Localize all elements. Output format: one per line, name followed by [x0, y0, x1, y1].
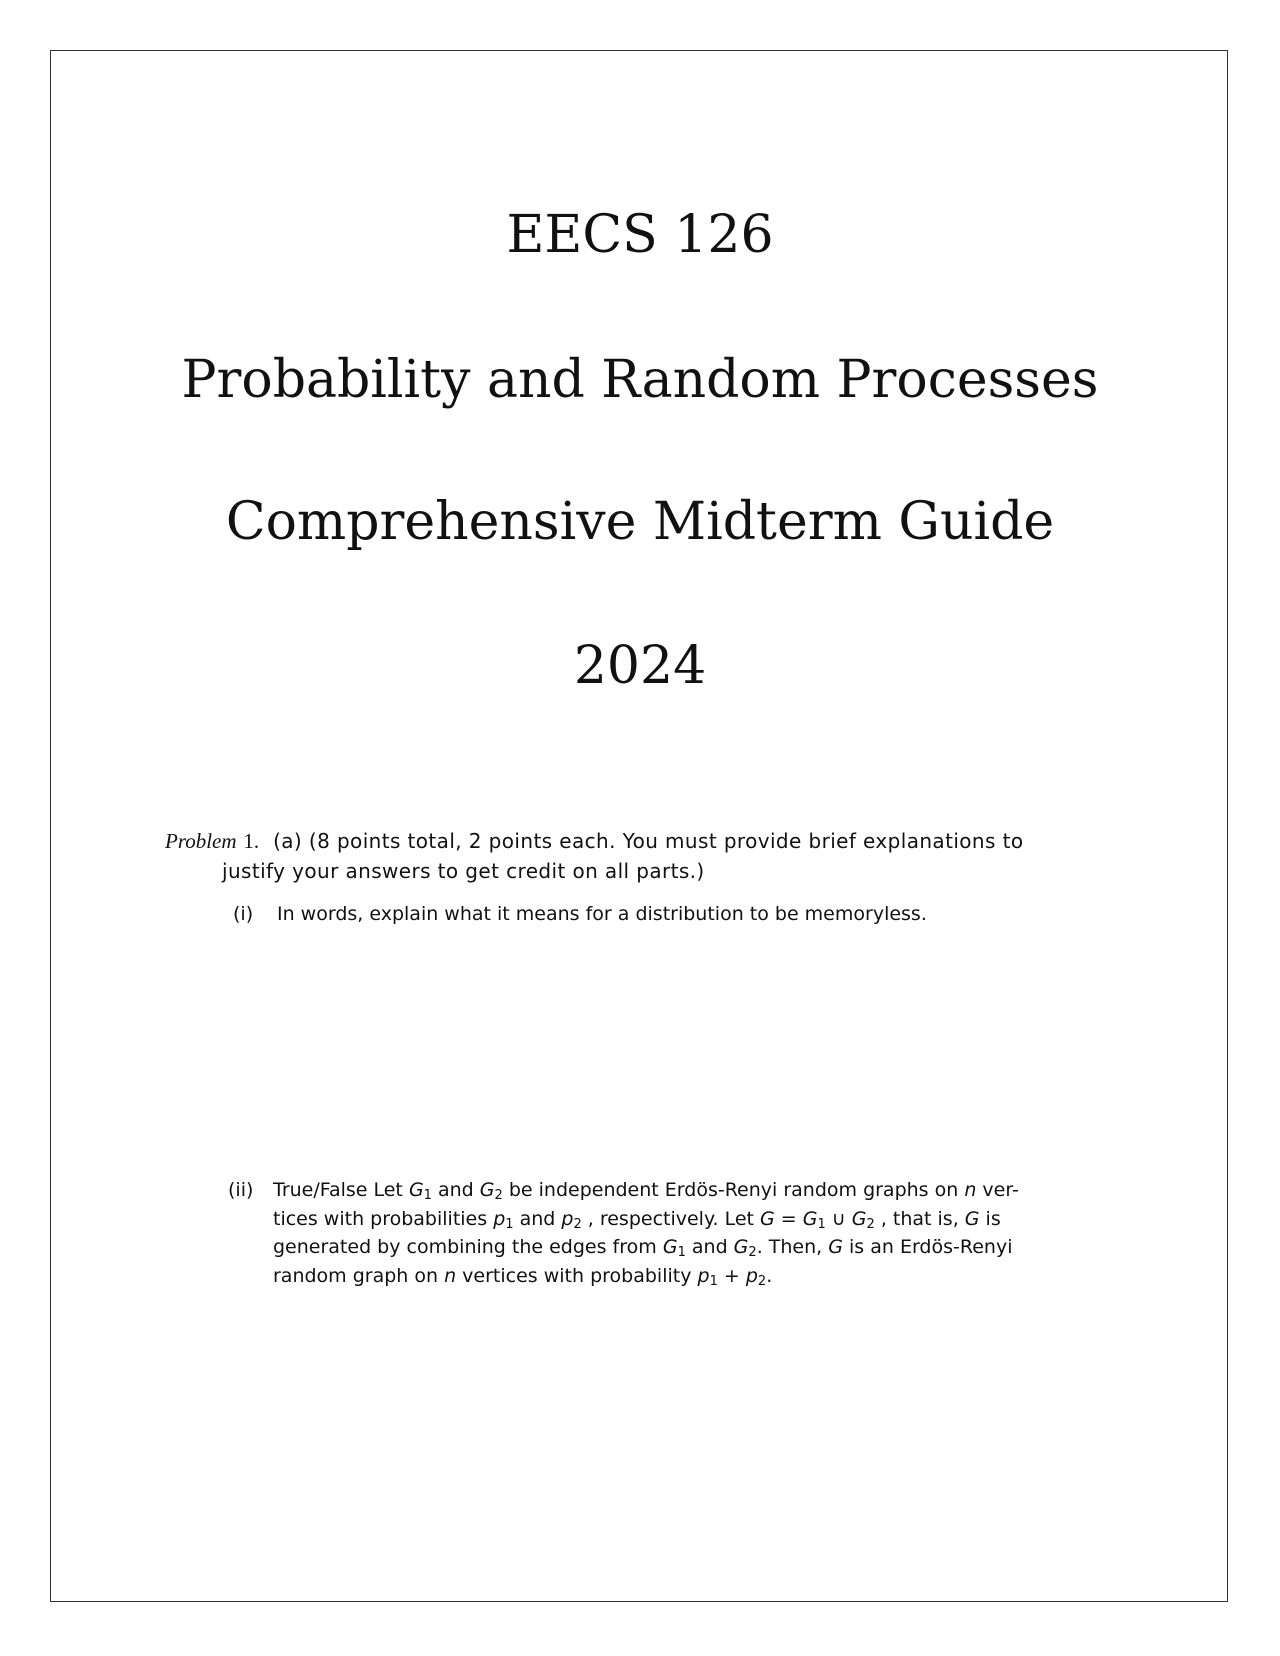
subject-title: Probability and Random Processes	[181, 350, 1099, 410]
subscript: 1	[817, 1216, 826, 1232]
ii-text: ∪	[825, 1207, 852, 1230]
math-n: n	[964, 1179, 977, 1201]
ii-text: and	[685, 1236, 734, 1258]
guide-title: Comprehensive Midterm Guide	[225, 492, 1055, 552]
math-p: p	[697, 1264, 710, 1287]
math-p: p	[561, 1207, 574, 1230]
math-p: p	[745, 1264, 758, 1287]
ii-text: =	[774, 1207, 803, 1230]
math-G: G	[479, 1179, 495, 1201]
subpart-ii-line-4	[228, 1262, 1113, 1291]
ii-text: , that is,	[874, 1207, 965, 1230]
ii-text: and	[431, 1179, 480, 1201]
ii-text: random graph on	[273, 1264, 445, 1287]
math-n: n	[444, 1264, 457, 1287]
subpart-ii-marker: (ii)	[228, 1179, 254, 1201]
subscript: 2	[748, 1245, 757, 1260]
subpart-i-marker: (i)	[233, 903, 254, 925]
ii-text: ver-	[976, 1179, 1019, 1201]
part-a-line-1: (a) (8 points total, 2 points each. You must provide brief explanations to	[273, 829, 1024, 853]
ii-text: vertices with probability	[456, 1264, 698, 1287]
ii-text: +	[717, 1264, 746, 1287]
ii-text: . Then,	[756, 1236, 829, 1258]
subscript: 2	[757, 1273, 767, 1289]
problem-1-heading	[165, 826, 1115, 856]
math-p: p	[493, 1207, 506, 1230]
math-G: G	[828, 1236, 843, 1258]
subpart-ii-line-2	[228, 1205, 1113, 1234]
subscript: 1	[677, 1245, 686, 1260]
subpart-ii-line-1	[228, 1176, 1113, 1205]
ii-text: be independent Erdös-Renyi random graphs on	[502, 1179, 965, 1201]
subpart-i-text: In words, explain what it means for a distribution to be memoryless.	[277, 903, 927, 925]
year-title: 2024	[573, 636, 707, 696]
ii-text: generated by combining the edges from	[273, 1236, 663, 1258]
subscript: 2	[573, 1216, 582, 1232]
problem-label: Problem	[165, 829, 237, 853]
part-a-line-2: justify your answers to get credit on all parts.)	[222, 859, 705, 883]
ii-text: is an Erdös-Renyi	[842, 1236, 1013, 1258]
math-G: G	[802, 1207, 818, 1230]
subpart-ii	[228, 1176, 1113, 1290]
math-G: G	[662, 1236, 678, 1258]
math-G: G	[851, 1207, 867, 1230]
subscript: 1	[505, 1216, 514, 1232]
problem-number: 1.	[243, 829, 260, 853]
math-G: G	[733, 1236, 749, 1258]
subscript: 1	[423, 1188, 432, 1203]
subpart-i	[233, 900, 1113, 929]
math-G: G	[760, 1207, 775, 1230]
subscript: 2	[494, 1188, 503, 1203]
ii-text: tices with probabilities	[273, 1207, 494, 1230]
problem-1	[165, 826, 1115, 886]
math-G: G	[408, 1179, 424, 1201]
math-G: G	[964, 1207, 980, 1230]
ii-text: .	[766, 1264, 773, 1287]
subpart-ii-line-3	[228, 1233, 1113, 1262]
subscript: 1	[709, 1273, 718, 1289]
course-title: EECS 126	[506, 205, 774, 265]
ii-text: is	[979, 1207, 1001, 1230]
subscript: 2	[866, 1216, 875, 1232]
ii-text: and	[513, 1207, 562, 1230]
ii-text: , respectively. Let	[581, 1207, 761, 1230]
ii-text: True/False Let	[273, 1179, 409, 1201]
